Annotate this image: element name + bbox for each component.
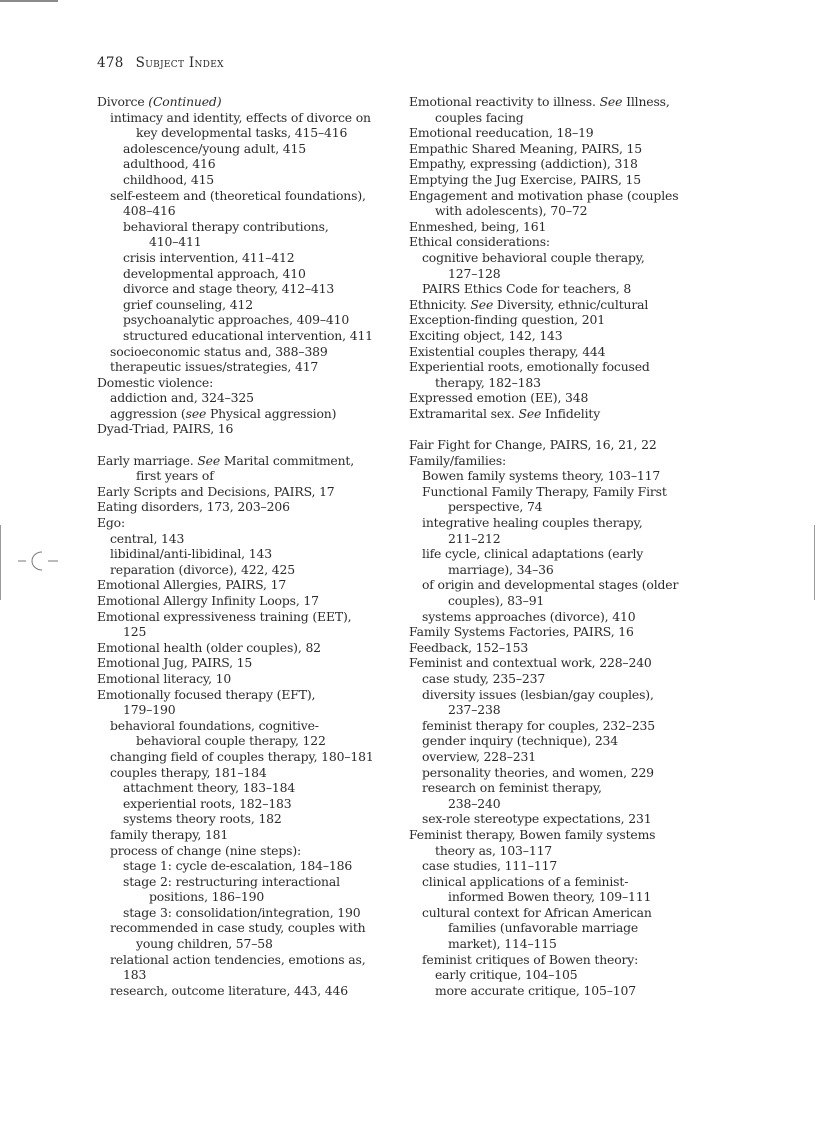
index-entry: structured educational intervention, 411 <box>123 327 373 343</box>
index-entry: Fair Fight for Change, PAIRS, 16, 21, 22 <box>409 437 657 453</box>
index-entry-text: Infidelity <box>541 405 601 421</box>
index-entry: Engagement and motivation phase (couples <box>409 187 679 203</box>
index-entry <box>97 453 397 469</box>
index-entry-italic: See <box>599 94 623 109</box>
index-column-right <box>409 94 709 998</box>
index-entry-text: Marital commitment, <box>220 452 355 468</box>
index-entry: more accurate critique, 105–107 <box>435 982 636 998</box>
index-entry: Domestic violence: <box>97 374 214 390</box>
crop-mark <box>0 0 58 2</box>
index-entry: case study, 235–237 <box>422 670 546 686</box>
index-entry-text: Ethnicity. <box>409 296 471 312</box>
index-entry: Functional Family Therapy, Family First <box>422 483 667 499</box>
index-entry: Dyad-Triad, PAIRS, 16 <box>97 421 234 437</box>
index-entry: Existential couples therapy, 444 <box>409 343 606 359</box>
index-entry: marriage), 34–36 <box>448 561 554 577</box>
index-entry: stage 1: cycle de-escalation, 184–186 <box>123 858 353 874</box>
index-entry: socioeconomic status and, 388–389 <box>110 343 328 359</box>
index-entry: overview, 228–231 <box>422 748 536 764</box>
index-entry: intimacy and identity, effects of divorce on <box>110 109 371 125</box>
index-entry: psychoanalytic approaches, 409–410 <box>123 312 350 328</box>
index-entry: Family Systems Factories, PAIRS, 16 <box>409 624 634 640</box>
index-entry: diversity issues (lesbian/gay couples), <box>422 686 654 702</box>
index-entry <box>97 406 397 422</box>
index-entry-text: Early marriage. <box>97 452 198 468</box>
index-entry: developmental approach, 410 <box>123 265 306 281</box>
index-entry: Eating disorders, 173, 203–206 <box>97 499 290 515</box>
index-entry-italic: See <box>197 452 221 468</box>
index-entry: changing field of couples therapy, 180–181 <box>110 748 374 764</box>
index-entry: Emotional reeducation, 18–19 <box>409 125 594 141</box>
index-entry: crisis intervention, 411–412 <box>123 249 295 265</box>
index-entry: informed Bowen theory, 109–111 <box>448 889 652 905</box>
index-entry: attachment theory, 183–184 <box>123 780 296 796</box>
index-entry: theory as, 103–117 <box>435 842 553 858</box>
index-entry-text: Physical aggression) <box>206 405 337 421</box>
index-entry: 125 <box>123 624 147 640</box>
index-entry: Empathic Shared Meaning, PAIRS, 15 <box>409 140 642 156</box>
index-entry: couples facing <box>435 109 524 125</box>
index-entry: Emotional Jug, PAIRS, 15 <box>97 655 253 671</box>
index-entry <box>409 406 709 422</box>
index-entry: family therapy, 181 <box>110 826 229 842</box>
index-entry-italic: see <box>185 405 207 421</box>
index-entry: stage 2: restructuring interactional <box>123 873 340 889</box>
index-entry: cognitive behavioral couple therapy, <box>422 249 645 265</box>
index-entry-text: Emotional reactivity to illness. <box>409 94 600 109</box>
index-entry: market), 114–115 <box>448 936 557 952</box>
index-entry: systems theory roots, 182 <box>123 811 282 827</box>
index-entry: Bowen family systems theory, 103–117 <box>422 468 661 484</box>
index-entry-italic: See <box>470 296 494 312</box>
index-entry: Emotional expressiveness training (EET), <box>97 608 352 624</box>
index-entry: process of change (nine steps): <box>110 842 302 858</box>
index-entry: families (unfavorable marriage <box>448 920 639 936</box>
index-entry: personality theories, and women, 229 <box>422 764 654 780</box>
left-margin-rule <box>0 525 1 600</box>
index-entry: early critique, 104–105 <box>435 967 578 983</box>
index-entry: 127–128 <box>448 265 501 281</box>
index-entry: 238–240 <box>448 795 501 811</box>
index-entry: Ethical considerations: <box>409 234 550 250</box>
index-entry: PAIRS Ethics Code for teachers, 8 <box>422 281 632 297</box>
index-entry: Emotional literacy, 10 <box>97 670 232 686</box>
index-entry: couples therapy, 181–184 <box>110 764 267 780</box>
index-entry: libidinal/anti-libidinal, 143 <box>110 546 272 562</box>
index-entry: stage 3: consolidation/integration, 190 <box>123 904 361 920</box>
index-entry: gender inquiry (technique), 234 <box>422 733 619 749</box>
index-entry-italic: See <box>518 405 542 421</box>
index-entry: 183 <box>123 967 147 983</box>
index-entry: Emotional Allergy Infinity Loops, 17 <box>97 593 319 608</box>
index-entry: self-esteem and (theoretical foundations), <box>110 187 366 203</box>
index-entry: Emotionally focused therapy (EFT), <box>97 686 316 702</box>
index-entry: Emotional health (older couples), 82 <box>97 639 321 655</box>
index-entry: adolescence/young adult, 415 <box>123 140 306 156</box>
index-entry: first years of <box>136 468 214 484</box>
index-entry: divorce and stage theory, 412–413 <box>123 281 335 297</box>
index-entry: Early Scripts and Decisions, PAIRS, 17 <box>97 483 335 499</box>
page-number: 478 <box>97 55 124 71</box>
index-entry: positions, 186–190 <box>149 889 265 905</box>
index-entry: therapy, 182–183 <box>435 374 541 390</box>
index-entry: central, 143 <box>110 530 185 546</box>
index-entry: Emotional Allergies, PAIRS, 17 <box>97 577 287 593</box>
index-entry: reparation (divorce), 422, 425 <box>110 561 295 577</box>
index-entry: addiction and, 324–325 <box>110 390 254 406</box>
index-entry: life cycle, clinical adaptations (early <box>422 546 644 562</box>
index-entry: clinical applications of a feminist- <box>422 873 629 889</box>
index-entry: couples), 83–91 <box>448 593 545 608</box>
index-entry: cultural context for African American <box>422 904 652 920</box>
running-head <box>97 55 224 71</box>
index-entry: Exciting object, 142, 143 <box>409 327 563 343</box>
index-entry: Enmeshed, being, 161 <box>409 218 547 234</box>
index-entry: Emptying the Jug Exercise, PAIRS, 15 <box>409 171 641 187</box>
index-entry-text: Extramarital sex. <box>409 405 519 421</box>
index-entry: systems approaches (divorce), 410 <box>422 608 636 624</box>
index-entry: relational action tendencies, emotions as, <box>110 951 366 967</box>
registration-mark-icon <box>18 548 58 574</box>
index-entry: key developmental tasks, 415–416 <box>136 125 348 141</box>
index-entry: Experiential roots, emotionally focused <box>409 359 650 375</box>
index-entry: 410–411 <box>149 234 202 250</box>
index-entry: 179–190 <box>123 702 176 718</box>
index-entry: Ego: <box>97 515 126 531</box>
index-entry: grief counseling, 412 <box>123 296 253 312</box>
index-entry: experiential roots, 182–183 <box>123 795 292 811</box>
index-entry-text: aggression ( <box>110 405 186 421</box>
index-entry: Expressed emotion (EE), 348 <box>409 390 589 406</box>
index-entry: integrative healing couples therapy, <box>422 515 643 531</box>
index-entry: Feminist and contextual work, 228–240 <box>409 655 652 671</box>
running-title: Subject Index <box>135 55 224 71</box>
index-entry: therapeutic issues/strategies, 417 <box>110 359 319 375</box>
index-entry: perspective, 74 <box>448 499 543 515</box>
index-entry: recommended in case study, couples with <box>110 920 366 936</box>
index-entry-text: Divorce <box>97 94 149 109</box>
right-margin-rule <box>814 525 815 600</box>
index-entry: feminist critiques of Bowen theory: <box>422 951 639 967</box>
index-entry: young children, 57–58 <box>136 936 273 952</box>
index-entry: 237–238 <box>448 702 501 718</box>
index-entry: 211–212 <box>448 530 501 546</box>
index-entry: Feedback, 152–153 <box>409 639 529 655</box>
index-entry: research on feminist therapy, <box>422 780 602 796</box>
index-entry: Empathy, expressing (addiction), 318 <box>409 156 638 172</box>
index-entry: with adolescents), 70–72 <box>435 203 588 219</box>
index-entry: Family/families: <box>409 452 507 468</box>
index-entry <box>97 94 397 110</box>
index-column-left <box>97 94 397 998</box>
index-entry: behavioral therapy contributions, <box>123 218 329 234</box>
index-entry: sex-role stereotype expectations, 231 <box>422 811 652 827</box>
index-entry: Exception-finding question, 201 <box>409 312 605 328</box>
index-entry: behavioral foundations, cognitive- <box>110 717 319 733</box>
index-entry-text: Illness, <box>622 94 670 109</box>
index-entry: of origin and developmental stages (older <box>422 577 679 593</box>
index-entry: childhood, 415 <box>123 171 215 187</box>
index-entry: adulthood, 416 <box>123 156 216 172</box>
index-entry-text: Diversity, ethnic/cultural <box>493 296 649 312</box>
index-entry: Feminist therapy, Bowen family systems <box>409 826 656 842</box>
index-entry <box>409 94 709 110</box>
index-entry-italic: (Continued) <box>148 94 222 109</box>
index-entry <box>409 297 709 313</box>
index-entry: 408–416 <box>123 203 176 219</box>
index-entry: case studies, 111–117 <box>422 858 558 874</box>
index-entry: behavioral couple therapy, 122 <box>136 733 326 749</box>
index-entry: research, outcome literature, 443, 446 <box>110 982 349 998</box>
index-entry: feminist therapy for couples, 232–235 <box>422 717 656 733</box>
